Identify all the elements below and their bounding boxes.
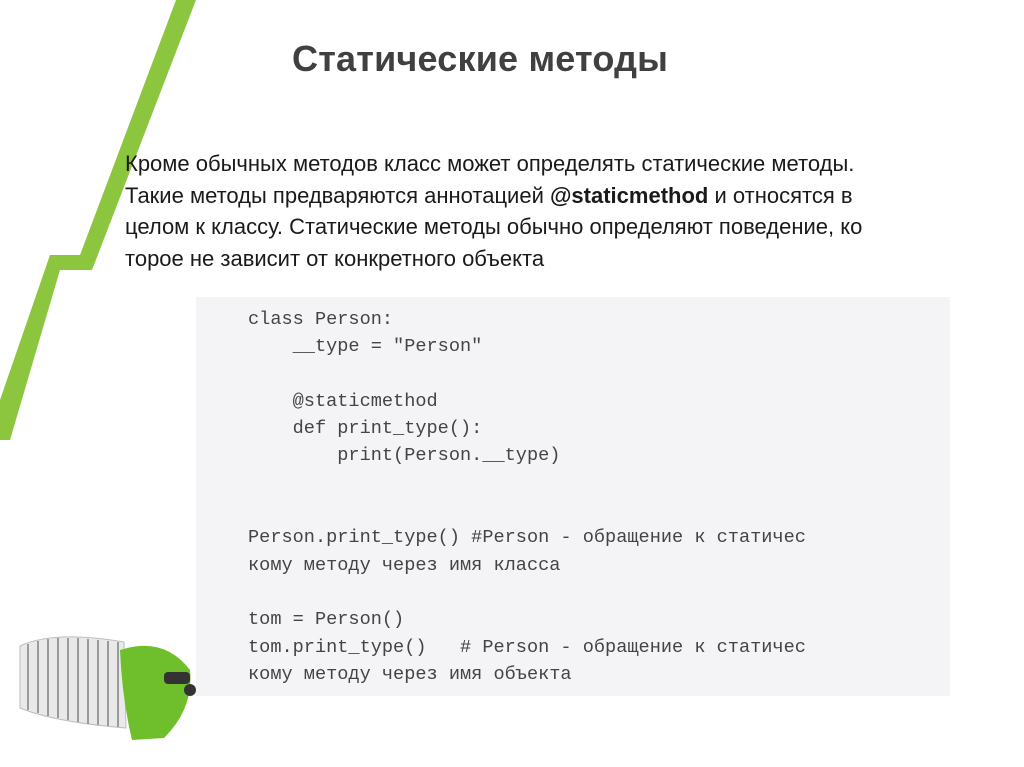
code-line: @staticmethod [248,390,438,412]
line-2-text-end: и относятся в [708,182,853,208]
code-line: __type = "Person" [248,336,483,358]
code-line: Person.print_type() #Person - обращение к статичес [248,527,806,549]
code-block [248,306,806,688]
code-line: tom = Person() [248,609,405,631]
paragraph-line-4: торое не зависит от конкретного объекта [125,245,545,271]
code-line [248,361,806,388]
code-line [248,470,806,497]
code-line [248,579,806,606]
key-roll-image [14,628,204,748]
code-line: tom.print_type() # Person - обращение к статичес [248,636,806,658]
code-line: class Person: [248,309,394,330]
paragraph-line-3: целом к классу. Статические методы обычно определяют поведение, ко [125,214,863,239]
description-paragraph [125,148,1005,274]
staticmethod-keyword: @staticmethod [549,182,709,208]
slide-title: Статические методы [292,38,669,79]
key-roll-icon [20,637,196,740]
code-line: print(Person.__type) [248,445,561,467]
line-2-text-start: Такие методы предваряются аннотацией [125,182,550,208]
code-line: кому методу через имя класса [248,554,561,576]
paragraph-line-1: Кроме обычных методов класс может определять статические методы. [125,151,855,176]
paragraph-line-2 [125,180,1005,212]
code-line: def print_type(): [248,418,483,440]
code-example-panel [196,297,950,696]
code-line: кому методу через имя объекта [248,663,572,685]
code-line [248,497,806,524]
